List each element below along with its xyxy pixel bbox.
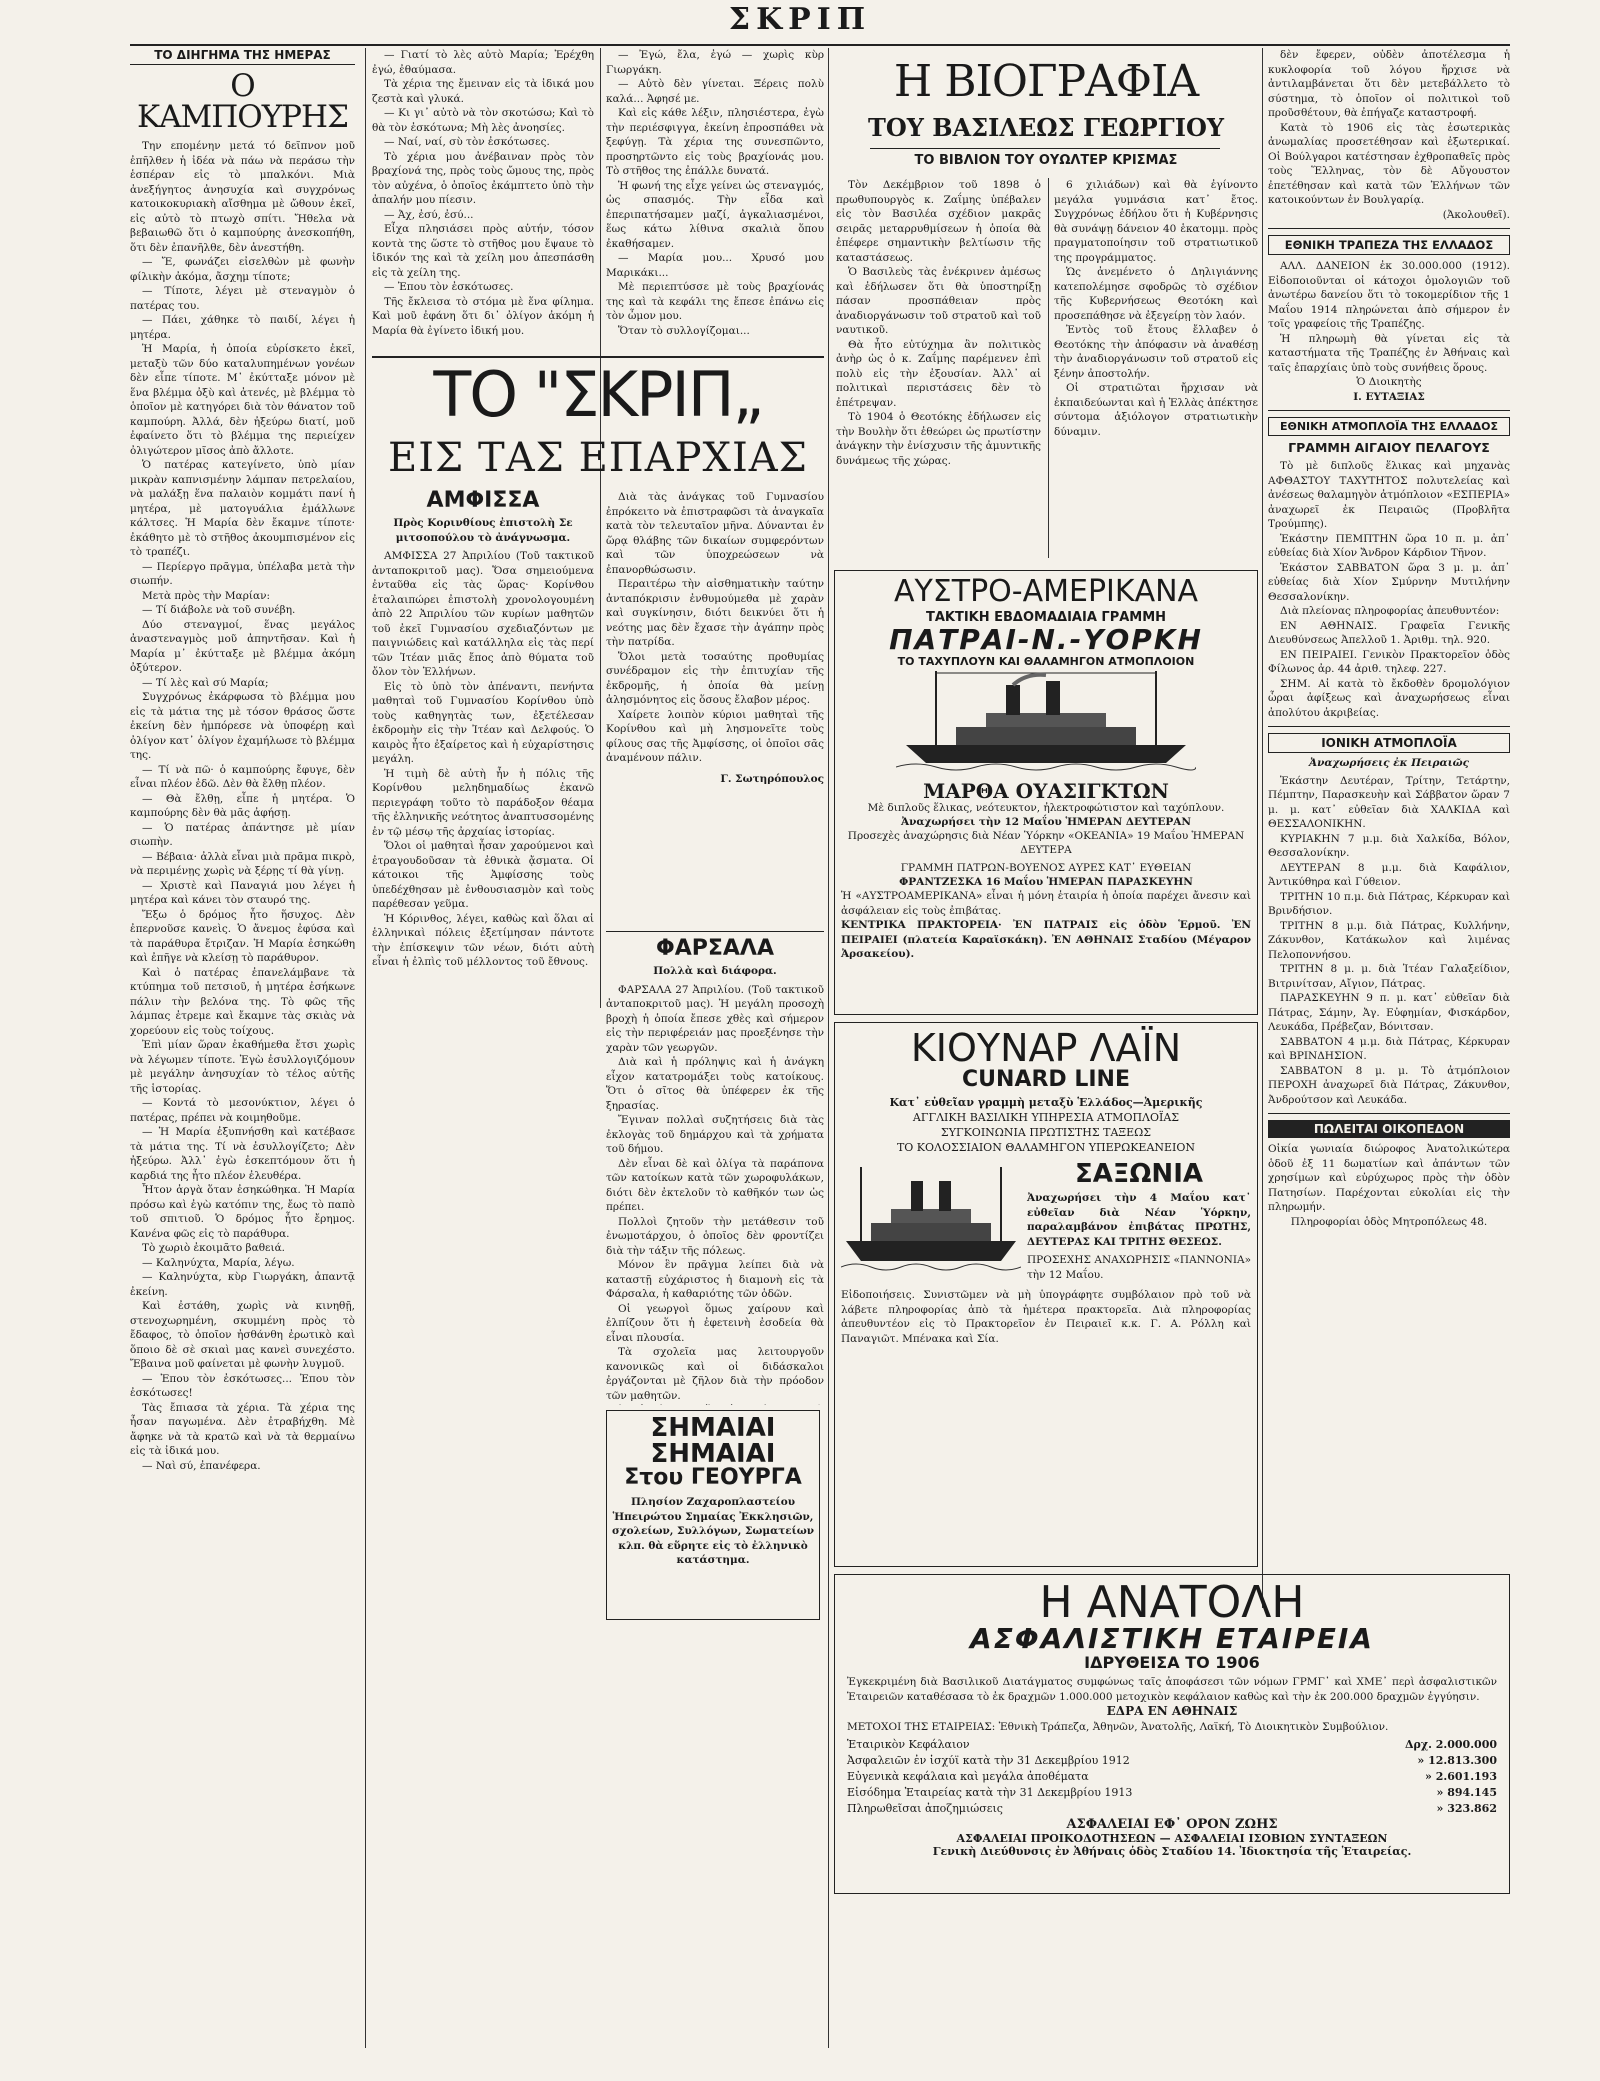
story-body	[130, 139, 355, 1473]
cunard-line-advertisement	[834, 1022, 1258, 1567]
section-label: ΤΟ ΔΙΗΓΗΜΑ ΤΗΣ ΗΜΕΡΑΣ	[130, 48, 355, 65]
table-row	[847, 1785, 1497, 1801]
paragraph: Ἐντὸς τοῦ ἔτους ἔλλαβεν ὁ Θεοτόκης τὴν ἀπόφασιν νὰ ἀναθέσῃ τὴν ἀναδιοργάνωσιν τοῦ στρατοῦ εἰς ξένην ἀποστολήν.	[1054, 324, 1258, 380]
table-row	[847, 1737, 1497, 1753]
austro-departure-3: ΦΡΑΝΤΖΕΣΚΑ 16 Μαΐου ἩΜΕΡΑΝ ΠΑΡΑΣΚΕΥΗΝ	[899, 876, 1193, 888]
paragraph: — Θὰ ἔλθῃ, εἶπε ἡ μητέρα. Ὁ καμπούρης δὲν θὰ μᾶς ἀφήσῃ.	[130, 792, 355, 819]
steam-subtitle: ΓΡΑΜΜΗ ΑΙΓΑΙΟΥ ΠΕΛΑΓΟΥΣ	[1288, 440, 1490, 455]
paragraph: Ἡ Μαρία, ἡ ὁποία εὑρίσκετο ἐκεῖ, μεταξὺ τῶν δύο καταλυπημένων γονέων δὲν εἶπε τίποτε. Μ᾽ ἐκύτταξε μόνον μὲ ἕνα βλέμμα ὀξὺ καὶ ἀτενές, μὲ βλέμμα τὸ ὁποῖον μὲ κατηγόρει διὰ τὸν θάνατον τοῦ καμπούρη. Ἀλλά, δὲν ἠξεύρω διατί, μοῦ ἐφαίνετο ὅτι τὸ βλέμμα της περιείχεν ὀλιγώτερον μῖσος ἀπὸ ἄλλοτε.	[130, 343, 355, 457]
paragraph: — Ἐγώ, ἔλα, ἐγώ — χωρὶς κὺρ Γιωργάκη.	[606, 49, 824, 76]
paragraph: ΕΝ ΠΕΙΡΑΙΕΙ. Γενικὸν Πρακτορεῖον ὁδὸς Φίλωνος ἀρ. 44 ἀριθ. τηλεφ. 227.	[1268, 648, 1510, 675]
row-value: » 894.145	[1436, 1785, 1497, 1799]
paragraph: — Ἐπου τὸν ἐσκότωσες... Ἐπου τὸν ἐσκότωσες!	[130, 1372, 355, 1399]
austro-departure-2: Προσεχὲς ἀναχώρησις διὰ Νέαν Ὑόρκην «ΟΚΕΑΝΙΑ» 19 Μαΐου ἩΜΕΡΑΝ ΔΕΥΤΕΡΑ	[847, 830, 1245, 856]
paragraph: Καὶ εἰς κάθε λέξιν, πλησιέστερα, ἐγὼ τὴν περιέσφιγγα, ἐκείνη ἐπροσπάθει νὰ ξεφύγῃ. Τὰ χέρια της συνεσπῶντο, προσηρτῶντο εἰς τοὺς βραχίονάς μου. Τὸ στῆθος της ἐπάλλε δυνατά.	[606, 107, 824, 177]
list-item: ΣΑΒΒΑΤΟΝ 8 μ. μ. Τὸ ἀτμόπλοιον ΠΕΡΟΧΗ ἀναχωρεῖ διὰ Πάτρας, Ζάκυνθον, Ἀνδρούτσον καὶ Λευκάδα.	[1268, 1064, 1510, 1106]
table-row	[847, 1801, 1497, 1817]
list-item: ΤΡΙΤΗΝ 10 π.μ. διὰ Πάτρας, Κέρκυραν καὶ Βρινδήσιον.	[1268, 890, 1510, 917]
story-ending	[606, 48, 824, 348]
austro-route: ΠΑΤΡΑΙ-Ν.-ΥΟΡΚΗ	[889, 623, 1203, 656]
paragraph: Ἐπὶ μίαν ὥραν ἐκαθήμεθα ἔτσι χωρὶς νὰ λέγωμεν τίποτε. Ἐγὼ ἐσυλλογιζόμουν μὲ μεγάλην ἀνησυχίαν τὸ τέλος αὐτῆς τῆς ἱστορίας.	[130, 1039, 355, 1095]
paragraph: Ἡ Κόρινθος, λέγει, καθὼς καὶ ὅλαι αἱ ἑλληνικαὶ πόλεις ἐξετίμησαν πάντοτε τὴν ἐπίσκεψιν τῶν νέων, διότι αὐτὴ εἶναι ἡ ἐλπὶς τοῦ μέλλοντος τοῦ ἔθνους.	[372, 912, 594, 968]
list-item: Ἑκάστην Δευτέραν, Τρίτην, Τετάρτην, Πέμπτην, Παρασκευὴν καὶ Σάββατον ὥραν 7 μ. μ. κατ᾽ εὐθεῖαν διὰ ΧΑΛΚΙΔΑ καὶ ΘΕΣΣΑΛΟΝΙΚΗΝ.	[1268, 774, 1510, 830]
list-item: ΚΥΡΙΑΚΗΝ 7 μ.μ. διὰ Χαλκίδα, Βόλον, Θεσσαλονίκην.	[1268, 832, 1510, 859]
anatoli-other: ΑΣΦΑΛΕΙΑΙ ΠΡΟΙΚΟΔΟΤΗΣΕΩΝ — ΑΣΦΑΛΕΙΑΙ ΙΣΟΒΙΩΝ ΣΥΝΤΑΞΕΩΝ	[956, 1831, 1388, 1845]
list-item: ΤΡΙΤΗΝ 8 μ. μ. διὰ Ἰτέαν Γαλαξείδιον, Βιτρινίτσαν, Αἴγιον, Πάτρας.	[1268, 963, 1510, 990]
austro-sub: ΤΟ ΤΑΧΥΠΛΟΥΝ ΚΑΙ ΘΑΛΑΜΗΓΟΝ ΑΤΜΟΠΛΟΙΟΝ	[897, 655, 1195, 668]
list-item: ΠΑΡΑΣΚΕΥΗΝ 9 π. μ. κατ᾽ εὐθεῖαν διὰ Πάτρας, Σάμην, Ἀγ. Εὐφημίαν, Φισκάρδον, Λευκάδα, Πρέβεζαν, Βόνιτσαν.	[1268, 992, 1510, 1033]
farsala-title: ΦΑΡΣΑΛΑ	[656, 936, 774, 961]
property-for-sale	[1268, 1120, 1510, 1229]
bank-signature-role: Ὁ Διοικητὴς	[1356, 376, 1422, 388]
austro-departure-1: Ἀναχωρήσει τὴν 12 Μαΐου ἩΜΕΡΑΝ ΔΕΥΤΕΡΑΝ	[900, 816, 1192, 828]
paragraph: Διὰ πλείονας πληροφορίας ἀπευθυντέον:	[1280, 605, 1500, 617]
austro-title: ΑΥΣΤΡΟ-ΑΜΕΡΙΚΑΝΑ	[893, 574, 1199, 609]
paragraph: Ὁ πατέρας κατεγίνετο, ὑπὸ μίαν μικρὰν καπνισμένην λάμπαν πετρελαίου, νὰ μαλάξῃ ἕνα παλαιὸν κομμάτι πανί ἡ μητέρα, μὲ ματογυάλια ἐμάλλωνε κάλτσες. Ἡ Μαρία δὲν ἔκαμνε τίποτε· ἐκάθητο μὲ τὸ στῆθος ἀκουμπισμένον εἰς τὸ τραπέζι.	[130, 459, 355, 558]
ocean-liner-illustration	[841, 1161, 1021, 1281]
paragraph: — Ναί, ναί, σὺ τὸν ἐσκότωσες.	[384, 136, 550, 148]
paragraph: Οἱ στρατιῶται ἤρχισαν νὰ ἐκπαιδεύωνται καὶ ἡ Ἑλλὰς ἀπέκτησε σύντομα ἀξιόλογον στρατιωτικὴν δύναμιν.	[1054, 382, 1258, 438]
paragraph: Την επομένην μετά τό δεῖπνον μοῦ ἐπῆλθεν ἡ ἰδέα νὰ πάω νὰ περάσω τὴν ἑσπέραν εἰς τὸ μπαλκόνι. Μιὰ ἀνεξήγητος ἀνησυχία καὶ συγχρόνως κατοικοκυριακὴ αἴσθημα μὲ ὤθουν ἐκεῖ, εἰς αὐτὸ τὸ πτωχὸ σπίτι. Ἤθελα νὰ βεβαιωθῶ ὅτι ὁ καμπούρης ἀνεσκοπήθη, ὅτι δὲν ἐπανῆλθε, δὲν ἀνεστήθη.	[130, 140, 355, 254]
paragraph: Θὰ ἦτο εὐτύχημα ἂν πολιτικὸς ἀνὴρ ὡς ὁ κ. Ζαΐμης παρέμενεν ἐπὶ πολὺ εἰς τὴν ἐξουσίαν. Ἀλλ᾽ αἱ πολιτικαὶ περιστάσεις δὲν τὸ ἐπέτρεψαν.	[836, 338, 1041, 409]
paragraph: Πολλοὶ ζητοῦν τὴν μετάθεσιν τοῦ ἐνωμοτάρχου, ὁ ὁποῖος δὲν φροντίζει διὰ τὴν τάξιν τῆς πόλεως.	[606, 1215, 824, 1257]
column-rule	[1262, 48, 1263, 1608]
anatoli-figures-table	[847, 1737, 1497, 1817]
paragraph: — Ἀχ, ἐσύ, ἐσύ...	[384, 208, 474, 221]
column-rule	[365, 48, 366, 2048]
paragraph: — Ἔ, φωνάζει εἰσελθὼν μὲ φωνὴν φίλικὴν ἀκόμα, ἄσχημ τίποτε;	[130, 256, 355, 283]
ionian-steamship-notice	[1268, 733, 1510, 1107]
austro-agencies: ΚΕΝΤΡΙΚΑ ΠΡΑΚΤΟΡΕΙΑ· ἘΝ ΠΑΤΡΑΙΣ εἰς ὁδὸν Ἑρμοῦ. ἘΝ ΠΕΙΡΑΙΕΙ (πλατεία Καραϊσκάκη). ἘΝ ΑΘΗΝΑΙΣ Σταδίου (Μέγαρον Ἀρσακείου).	[841, 919, 1251, 960]
farsala-report	[606, 925, 824, 1405]
paragraph: Ἡ πληρωμὴ θὰ γίνεται εἰς τὰ καταστήματα τῆς Τραπέζης ἐν Ἀθήναις καὶ ταῖς ἐπαρχίαις ὑπὸ τοὺς συνήθεις ὅρους.	[1268, 332, 1510, 374]
anatoli-approval: Ἐγκεκριμένη διὰ Βασιλικοῦ Διατάγματος συμφώνως ταῖς ἀποφάσεσι τῶν νόμων ΓΡΜΓ᾽ καὶ ΧΜΕ᾽ περὶ ἀσφαλιστικῶν Ἑταιρειῶν καταθέσασα τὸ ἐκ δραχμῶν 1.000.000 μετοχικὸν κεφάλαιον καθὼς καὶ τὴν ἐκ 200.000 δραχμῶν ἐγγύησιν.	[847, 1676, 1497, 1703]
cunard-departure: Ἀναχωρήσει τὴν 4 Μαΐου κατ᾽ εὐθεῖαν διὰ Νέαν Ὑόρκην, παραλαμβάνον ἐπιβάτας ΠΡΩΤΗΣ, ΔΕΥΤΕΡΑΣ ΚΑΙ ΤΡΙΤΗΣ ΘΕΣΕΩΣ.	[1027, 1192, 1251, 1248]
forsale-body: Οἰκία γωνιαία διώροφος Ἀνατολικώτερα ὁδοῦ ἐξ 11 δωματίων καὶ ἀπάντων τῶν χρησίμων καὶ εὐρύχωρος πρὸς τὴν ὁδὸν Πατησίων. Παρέχονται εὐκολίαι εἰς τὴν πληρωμήν.	[1268, 1143, 1510, 1213]
paragraph: — Ναὶ σύ, ἐπανέφερα.	[142, 1459, 261, 1472]
paragraph: — Τί νὰ πῶ· ὁ καμπούρης ἔφυγε, δὲν εἶναι πλέον ἐδῶ. Δὲν θὰ ἔλθῃ πλέον.	[130, 763, 355, 790]
paragraph: Ἡ τιμὴ δὲ αὐτὴ ἦν ἡ πόλις τῆς Κορίνθου μεληδημαδίως ἐκανῶ περιεγράφη τοῦτο τὸ παράδοξον θέαμα τῆς ἐλληνικῆς νεότητος ἀναπτυσσομένης ἐν τῷ μέσῳ τῆς ἀρχαίας ἱστορίας.	[372, 767, 594, 838]
paragraph: — Αὐτὸ δὲν γίνεται. Ξέρεις πολὺ καλά... Ἀφησέ με.	[606, 78, 824, 105]
paragraph: Συγχρόνως ἐκάρφωσα τὸ βλέμμα μου εἰς τὰ μάτια της μὲ τόσον θράσος ὥστε ἐκείνη δὲν ἠμπόρεσε νὰ ὑποφέρῃ καὶ ὀλίγον κατ᾽ ὀλίγον ἐχαμήλωσε τὸ βλέμμα της.	[130, 691, 355, 761]
amfissa-report-continued	[606, 490, 824, 920]
right-column	[1268, 48, 1510, 1568]
paragraph: Μετὰ πρὸς τὴν Μαρίαν:	[142, 589, 271, 602]
paragraph: — Κι γι᾽ αὐτὸ νὰ τὸν σκοτώσω; Καὶ τὸ θὰ τὸν ἐσκότωνα; Μὴ λὲς ἀνοησίες.	[372, 107, 594, 134]
national-bank-notice	[1268, 235, 1510, 404]
paragraph: ΑΜΦΙΣΣΑ 27 Ἀπριλίου (Τοῦ τακτικοῦ ἀνταποκριτοῦ μας). Ὅσα σημειούμενα ἐνταῦθα εἰς τὰς ὥρας· Κορίνθου ἐταλαιπώρει ἐπιστολὴ χρονολογουμένη ἀπὸ 22 Ἀπριλίου τῶν κυρίων μαθητῶν τοῦ ἐκεῖ Γυμνασίου σχεδιαζόντων με παιγνιώδεις καὶ κατάλληλα εἰς τὰς περί τῶν Ἰτέαν μιᾶς ἔπος ἀπὸ θύματα τοῦ ὄλον τὸν Ἑλλήνων.	[372, 550, 594, 678]
austro-line-2: ΓΡΑΜΜΗ ΠΑΤΡΩΝ-ΒΟΥΕΝΟΣ ΑΥΡΕΣ ΚΑΤ᾽ ΕΥΘΕΙΑΝ	[900, 862, 1192, 874]
column-rule	[1048, 178, 1049, 558]
paragraph: — Καληνύχτα, κὺρ Γιωργάκη, ἀπαντᾷ ἐκείνη.	[130, 1271, 355, 1298]
biography-text-left	[836, 178, 1041, 558]
paragraph: ΦΑΡΣΑΛΑ 27 Ἀπριλίου. (Τοῦ τακτικοῦ ἀνταποκριτοῦ μας). Ἡ μεγάλη προσοχὴ βροχὴ ἡ ὁποία ἔπεσε χθὲς καὶ σήμερον εἰς τὴν περιφέρειάν μας προεξένησε τὴν χαρὰν τῶν γεωργῶν.	[606, 983, 824, 1054]
skrip-banner-subtitle: ΕΙΣ ΤΑΣ ΕΠΑΡΧΙΑΣ	[388, 435, 808, 481]
anatoli-title: Η ΑΝΑΤΟΛΗ	[1039, 1577, 1305, 1628]
steam-title: ΕΘΝΙΚΗ ΑΤΜΟΠΛΟΪΑ ΤΗΣ ΕΛΛΑΔΟΣ	[1268, 417, 1510, 436]
paragraph: Τὸ 1904 ὁ Θεοτόκης ἐδήλωσεν εἰς τὴν Βουλὴν ὅτι ἐθεώρει ὡς πρωτίστην ἀνάγκην τὴν ἐνίσχυσιν τῆς ἀμυντικῆς δυνάμεως τῆς χώρας.	[836, 411, 1041, 467]
row-label: Πληρωθεῖσαι ἀποζημιώσεις	[847, 1801, 1003, 1815]
cunard-line-3: ΣΥΓΚΟΙΝΩΝΙΑ ΠΡΩΤΙΣΤΗΣ ΤΑΞΕΩΣ	[940, 1126, 1152, 1139]
austro-desc: Μὲ διπλοῦς ἕλικας, νεότευκτον, ἠλεκτροφώτιστον καὶ ταχύπλουν.	[867, 802, 1225, 814]
paragraph: Τῆς ἔκλεισα τὸ στόμα μὲ ἕνα φίλημα. Καὶ μοῦ ἐφάνη ὅτι δι᾽ ὀλίγον ἀκόμη ἡ Μαρία θὰ ἐγίνετο ἰδική μου.	[372, 295, 594, 337]
paragraph: Τὰ σχολεῖα μας λειτουργοῦν κανονικῶς καὶ οἱ διδάσκαλοι ἐργάζονται μὲ ζῆλον διὰ τὴν πρόοδον τῶν μαθητῶν.	[606, 1346, 824, 1402]
austro-americana-advertisement	[834, 570, 1258, 1015]
paragraph: — Γιατί τὸ λὲς αὐτὸ Μαρία; Ἐρέχθη ἐγώ, ἐθαύμασα.	[372, 49, 594, 76]
paragraph: Δύο στεναγμοί, ἕνας μεγάλος ἀναστεναγμὸς μοῦ ἀπηντῆσαν. Καὶ ἡ Μαρία μ᾽ ἐκύτταξε μὲ βλέμμα ἀκόμη ὀξύτερον.	[130, 618, 355, 674]
paragraph: — Ὁ πατέρας ἀπάντησε μὲ μίαν σιωπὴν.	[130, 821, 355, 848]
paragraph: Οἱ γεωργοὶ ὅμως χαίρουν καὶ ἐλπίζουν ὅτι ἡ ἐφετεινὴ ἐσοδεία θὰ εἶναι πλουσία.	[606, 1302, 824, 1344]
story-column	[130, 48, 355, 2058]
paragraph: 6 χιλιάδων) καὶ θὰ ἐγίνοντο μεγάλα γυμνάσια κατ᾽ ἔτος. Συγχρόνως ἐδήλου ὅτι ἡ Κυβέρνησις θὰ συνάψῃ δάνειον 40 ἑκατομμ. πρὸς πραγματοποίησιν τοῦ στρατιωτικοῦ της προγράμματος.	[1054, 179, 1258, 264]
paragraph: Τὸ μὲ διπλοῦς ἕλικας καὶ μηχανὰς ΑΦΘΑΣΤΟΥ ΤΑΧΥΤΗΤΟΣ πολυτελείας καὶ ἀνέσεως θαλαμηγὸν ἀτμόπλοιον «ΕΣΠΕΡΙΑ» ἀναχωρεῖ ἐκ Πειραιῶς (Προβλῆτα Τρούμπης).	[1268, 460, 1510, 530]
ionian-subtitle: Ἀναχωρήσεις ἐκ Πειραιῶς	[1308, 757, 1470, 769]
paragraph: Καὶ ἐστάθη, χωρὶς νὰ κινηθῇ, στενοχωρημένη, σκυμμένη πρὸς τὸ ἔδαφος, τὸ ὁποῖον ἠσθάνθη ἐρωτικὸ καὶ ὅποιο δὲ σὲ σκιαὶ μας κανεὶ συνεχέστο. Ἔβαινα μοῦ φαίνεται μὲ φωνὴν λυγμοῦ.	[130, 1300, 355, 1370]
paragraph: Τὰ χέρια της ἔμειναν εἰς τὰ ἰδικά μου ζεστὰ καὶ γλυκά.	[372, 78, 594, 105]
paragraph: Ἡ φωνή της εἶχε γείνει ὡς στεναγμός, ὡς σπασμός. Τὴν εἶδα καὶ ἐπεριπατήσαμεν μαζί, ἀγκαλιασμένοι, ἕως κάτω λίθινα σκαλιὰ ὅπου ἐκαθήσαμεν.	[606, 179, 824, 250]
row-value: » 2.601.193	[1425, 1769, 1497, 1783]
paragraph: Ἑκάστην ΠΕΜΠΤΗΝ ὥρα 10 π. μ. ἀπ᾽ εὐθείας διὰ Χίον Ἄνδρον Κάρδιον Τῆνον.	[1268, 532, 1510, 559]
column-rule	[828, 48, 829, 2048]
austro-ship-name: ΜΑΡΘΑ ΟΥΑΣΙΓΚΤΩΝ	[923, 779, 1169, 803]
paragraph: Ὡς ἀνεμένετο ὁ Δηλιγιάννης κατεπολέμησε σφοδρῶς τὸ σχέδιον τῆς Κυβερνήσεως Θεοτόκη καὶ προσεπάθησε νὰ ἐξεγείρῃ τὸν λαόν.	[1054, 266, 1258, 322]
paragraph: — Ἐπου τὸν ἐσκότωσες.	[384, 281, 514, 293]
paragraph: — Τί διάβολε νὰ τοῦ συνέβη.	[142, 604, 296, 616]
paragraph: — Πάει, χάθηκε τὸ παιδί, λέγει ἡ μητέρα.	[130, 314, 355, 341]
paragraph: Διὰ τὰς ἀνάγκας τοῦ Γυμνασίου ἐπρόκειτο νὰ ἐπιστραφῶσι τὰ ἀναγκαῖα κατὰ τὸν τελευταῖον μῆνα. Δύνανται ἐν ὥρᾳ θλάβης τῶν δικαίων συμφερόντων καὶ τῶν ὑποχρεώσεων νὰ ἐπανορθώσωσιν.	[606, 491, 824, 576]
bank-signature: Ι. ΕΥΤΑΞΙΑΣ	[1353, 390, 1425, 403]
farsala-subhead: Πολλὰ καὶ διάφορα.	[653, 965, 777, 977]
anatoli-seat: ΕΔΡΑ ΕΝ ΑΘΗΝΑΙΣ	[1106, 1704, 1238, 1718]
flags-ad-line3: Στου ΓΕΟΥΡΓΑ	[624, 1465, 802, 1490]
paragraph: Δὲν εἶναι δὲ καὶ ὀλίγα τὰ παράπονα τῶν κατοίκων κατὰ τῶν χωροφυλάκων, διότι δὲν ἐκτελοῦν τὸ καθῆκόν των ὡς πρέπει.	[606, 1157, 824, 1213]
paragraph: Ἦτον ἀργὰ ὅταν ἐσηκώθηκα. Ἡ Μαρία πρόσω καὶ ἐγὼ κατόπιν της, ἔως τὸ παπὸ τοῦ σπιτιοῦ. Ὁ δρόμος ἦτο ἔρημος. Κανένα φῶς εἰς τὸ παράθυρα.	[130, 1184, 355, 1240]
top-rule	[130, 44, 1510, 46]
cunard-line-2: ΑΓΓΛΙΚΗ ΒΑΣΙΛΙΚΗ ΥΠΗΡΕΣΙΑ ΑΤΜΟΠΛΟΪΑΣ	[912, 1111, 1180, 1124]
paragraph: — Χριστὲ καὶ Παναγιά μου λέγει ἡ μητέρα καὶ κάνει τὸν σταυρό της.	[130, 879, 355, 906]
row-value: Δρχ. 2.000.000	[1405, 1737, 1497, 1751]
paragraph	[606, 1403, 824, 1405]
row-label: Ἑταιρικὸν Κεφάλαιον	[847, 1737, 970, 1751]
forsale-title: ΠΩΛΕΙΤΑΙ ΟΙΚΟΠΕΔΟΝ	[1268, 1120, 1510, 1138]
paragraph: — Καληνύχτα, Μαρία, λέγω.	[142, 1256, 295, 1269]
forsale-contact: Πληροφορίαι ὁδὸς Μητροπόλεως 48.	[1290, 1215, 1488, 1228]
anatoli-insurance-advertisement	[834, 1574, 1510, 1894]
paragraph: ΕΝ ΑΘΗΝΑΙΣ. Γραφεῖα Γενικῆς Διευθύνσεως Ἀπελλοῦ 1. Ἀριθμ. τηλ. 920.	[1268, 619, 1510, 646]
paragraph: Ὅταν τὸ συλλογίζομαι...	[618, 324, 750, 337]
paragraph: — Τί λὲς καὶ σύ Μαρία;	[142, 676, 269, 689]
paragraph: δὲν ἔφερεν, οὐδὲν ἀποτέλεσμα ἡ κυκλοφορία τοῦ λόγου ἤρχισε νὰ ἀντιλαμβάνεται ὅτι δὲν μετεβάλλετο τὸ σύστημα, τὸ ὁποῖον οἱ πολιτικοὶ τοῦ προῦσθέτουν, θὰ ἐπήγαζε καταστροφή.	[1268, 49, 1510, 119]
anatoli-subtitle: ΑΣΦΑΛΙΣΤΙΚΗ ΕΤΑΙΡΕΙΑ	[970, 1622, 1374, 1655]
paragraph: Τὸ χωριὸ ἐκοιμᾶτο βαθειά.	[142, 1242, 286, 1254]
list-item: ΤΡΙΤΗΝ 8 μ.μ. διὰ Πάτρας, Κυλλήνην, Ζάκυνθον, Κατάκωλον καὶ λιμένας Πελοποννήσου.	[1268, 919, 1510, 961]
ionian-title: ΙΟΝΙΚΗ ΑΤΜΟΠΛΟΪΑ	[1268, 733, 1510, 753]
paragraph: Διὰ καὶ ἡ πρόληψις καὶ ἡ ἀνάγκη εἶχον κατατρομάξει τοὺς κατοίκους. Ὅτι ὁ σῖτος θὰ ὑπέφερεν ἐκ τῆς ξηρασίας.	[606, 1056, 824, 1112]
paragraph: (Ἀκολουθεῖ).	[1442, 208, 1510, 221]
cunard-line-1: Κατ᾽ εὐθεῖαν γραμμὴ μεταξὺ Ἑλλάδος—Ἀμερικῆς	[889, 1096, 1203, 1109]
paragraph: Τὸν Δεκέμβριον τοῦ 1898 ὁ πρωθυπουργὸς κ. Ζαΐμης ὑπέβαλεν εἰς τὸν Βασιλέα σχέδιον μακρᾶς σειρᾶς μεταρρυθμίσεων ἡ ὁποία θὰ ἐπέφερε σημαντικὴν βελτίωσιν τῆς καταστάσεως.	[836, 179, 1041, 264]
skrip-banner-title: ΤΟ "ΣΚΡΙΠ„	[433, 358, 763, 431]
biography-title: Η ΒΙΟΓΡΑΦΙΑ	[893, 56, 1199, 107]
masthead: ΣΚΡΙΠ	[728, 2, 872, 37]
cunard-title: ΚΙΟΥΝΑΡ ΛΑΪΝ	[910, 1026, 1182, 1070]
paragraph: — Μαρία μου... Χρυσό μου Μαρικάκι...	[606, 252, 824, 279]
paragraph: Ἑκάστον ΣΑΒΒΑΤΟΝ ὥρα 3 μ. μ. ἀπ᾽ εὐθείας διὰ Χίον Σμύρνην Μυτιλήνην Θεσσαλονίκην.	[1268, 561, 1510, 603]
cunard-line-4: ΤΟ ΚΟΛΟΣΣΙΑΙΟΝ ΘΑΛΑΜΗΓΟΝ ΥΠΕΡΩΚΕΑΝΕΙΟΝ	[896, 1141, 1196, 1154]
paragraph: Τὸ χέρια μου ἀνέβαιναν πρὸς τὸν βραχίονά της, πρὸς τοὺς ὤμους της, πρὸς τὸν αὐχένα, ὁ ὁποῖος ἐκάμπτετο ὑπὸ τὴν ἀπαλήν μου πίεσιν.	[372, 150, 594, 206]
amfissa-report	[372, 490, 594, 2010]
anatoli-address: Γενικὴ Διεύθυνσις ἐν Ἀθήναις ὁδὸς Σταδίου 14. Ἰδιοκτησία τῆς Ἑταιρείας.	[932, 1844, 1412, 1858]
list-item: ΣΑΒΒΑΤΟΝ 4 μ.μ. διὰ Πάτρας, Κέρκυραν καὶ ΒΡΙΝΔΗΣΙΟΝ.	[1268, 1035, 1510, 1062]
row-label: Εὐγενικὰ κεφάλαια καὶ μεγάλα ἀποθέματα	[847, 1769, 1089, 1783]
paragraph: Εἰς τὸ ὑπὸ τὸν ἀπέναντι, πενήντα μαθηταὶ τοῦ Γυμνασίου Κορίνθου ὑπὸ τοὺς καθηγητὰς των, ἐξετέλεσαν ἐκδρομὴν εἰς τὴν Ἰτέαν καὶ Δελφούς. Ὁ καιρὸς ἦτο ἐξαίρετος καὶ ἡ εὐχαρίστησις μεγάλη.	[372, 680, 594, 765]
austro-note: Ἡ «ΑΥΣΤΡΟΑΜΕΡΙΚΑΝΑ» εἶναι ἡ μόνη ἑταιρία ἡ ὁποία παρέχει ἄνεσιν καὶ ἀσφάλειαν εἰς τοὺς ἐπιβάτας.	[841, 890, 1251, 917]
anatoli-life: ΑΣΦΑΛΕΙΑΙ ΕΦ᾽ ΟΡΟΝ ΖΩΗΣ	[1066, 1816, 1278, 1832]
biography-subtitle: ΤΟΥ ΒΑΣΙΛΕΩΣ ΓΕΩΡΓΙΟΥ	[867, 113, 1224, 142]
flags-advertisement	[606, 1410, 820, 1620]
paragraph: Καὶ ὁ πατέρας ἐπανελάμβανε τὰ κτύπημα τοῦ πετσιοῦ, ἡ μητέρα ἐσήκωνε πάλιν τὴν βελόνα της. Τὸ φῶς τῆς λάμπας ἐτρεμε καὶ ἔκαμνε τὰς σκιὰς νὰ χορεύουν εἰς τοὺς τοίχους.	[130, 966, 355, 1037]
paragraph: ΣΗΜ. Αἱ κατὰ τὸ ἔκδοθὲν δρομολόγιον ὧραι ἀφίξεως καὶ ἀναχωρήσεως εἶναι ἀπολύτου ἀκριβείας.	[1268, 677, 1510, 719]
cunard-info: Εἰδοποιήσεις. Συνιστῶμεν νὰ μὴ ὑπογράφητε συμβόλαιον πρὸ τοῦ νὰ λάβετε πληροφορίας ἀπὸ τὰ ἡμέτερα πρακτορεῖα. Διὰ πληροφορίας ἀπευθυντέον εἰς τὸ Πρακτορεῖον ἐν Πειραιεῖ κ.κ. Γ. Α. Ρόλλη καὶ Παναγιῶτ. Μπένακα καὶ Σία.	[841, 1289, 1251, 1345]
bank-title: ΕΘΝΙΚΗ ΤΡΑΠΕΖΑ ΤΗΣ ΕΛΛΑΔΟΣ	[1268, 235, 1510, 255]
paragraph: — Βέβαια· ἀλλὰ εἶναι μιὰ πρᾶμα πικρὸ, νὰ περιμένῃς χωρὶς νὰ ξέρῃς τί θὰ γίνῃ.	[130, 850, 355, 877]
biography-book: ΤΟ ΒΙΒΛΙΟΝ ΤΟΥ ΟΥΩΛΤΕΡ ΚΡΙΣΜΑΣ	[914, 153, 1178, 168]
paragraph: Τὰς ἔπιασα τὰ χέρια. Τὰ χέρια της ἦσαν παγωμένα. Δὲν ἐτραβήχθη. Μὲ ἄφηκε νὰ τὰ κρατῶ καὶ νὰ τὰ θερμαίνω εἰς τὰ ἰδικά μου.	[130, 1401, 355, 1457]
paragraph: Ὅλοι οἱ μαθηταὶ ἦσαν χαρούμενοι καὶ ἐτραγουδοῦσαν τὰ ἐθνικὰ ᾄσματα. Οἱ κάτοικοι τῆς Ἀμφίσσης τοὺς ὑπεδέχθησαν μὲ ἐνθουσιασμὸν καὶ τοὺς παρέθεσαν γεῦμα.	[372, 840, 594, 910]
paragraph: — Ἡ Μαρία ἐξυπνήσθη καὶ κατέβασε τὰ μάτια της. Τί νὰ ἐσυλλογίζετο; Δὲν ἠξεύρω. Ἀλλ᾽ ἐγὼ ἐσκεπτόμουν ὅτι ἡ καρδιά της ἦτο πλέον ἐλευθέρα.	[130, 1126, 355, 1182]
amfissa-subhead: Πρὸς Κορινθίους ἐπιστολὴ Σε μιτσοπούλου τὸ ἀνάγνωσμα.	[393, 517, 573, 544]
biography-rule	[870, 148, 1220, 149]
paragraph: — Κοντά τὸ μεσονύκτιον, λέγει ὁ πατέρας, πρέπει νὰ κοιμηθοῦμε.	[130, 1097, 355, 1124]
paragraph: Μόνον ἓν πρᾶγμα λείπει διὰ νὰ καταστῇ εὐχάριστος ἡ διαμονὴ εἰς τὰ Φάρσαλα, ἡ καθαριότης τῶν ὁδῶν.	[606, 1259, 824, 1300]
flags-ad-body: Πλησίον Ζαχαροπλαστείου Ἡπειρώτου Σημαίας Ἐκκλησιῶν, σχολείων, Συλλόγων, Σωματείων κλπ. θὰ εὕρητε εἰς τὸ ἐλληνικὸ κατάστημα.	[611, 1496, 815, 1566]
anatoli-founded: ΙΔΡΥΘΕΙΣΑ ΤΟ 1906	[1084, 1653, 1260, 1672]
row-value: » 12.813.300	[1417, 1753, 1497, 1767]
table-row	[847, 1753, 1497, 1769]
cunard-english: CUNARD LINE	[962, 1067, 1130, 1092]
steamship-illustration	[896, 667, 1196, 777]
story-continuation	[372, 48, 594, 348]
paragraph: Περαιτέρω τὴν αἰσθηματικὴν ταύτην ἀνταπόκρισιν ἐνθυμούμεθα μὲ χαρὰν καὶ συγκίνησιν, διότι δεικνύει ὅτι ἡ νεότης μας δὲν ἔχασε τὴν ἀγάπην πρὸς τὴν πατρίδα.	[606, 578, 824, 648]
paragraph: — Τίποτε, λέγει μὲ στεναγμὸν ὁ πατέρας του.	[130, 285, 355, 312]
row-label: Εἰσόδημα Ἑταιρείας κατὰ τὴν 31 Δεκεμβρίου 1913	[847, 1785, 1133, 1799]
anatoli-shareholders: ΜΕΤΟΧΟΙ ΤΗΣ ΕΤΑΙΡΕΙΑΣ: Ἐθνικὴ Τράπεζα, Ἀθηνῶν, Ἀνατολῆς, Λαϊκή, Τὸ Διοικητικὸν Συμβούλιον.	[847, 1721, 1389, 1733]
paragraph: — Περίεργο πρᾶγμα, ὑπέλαβα μετὰ τὴν σιωπήν.	[130, 560, 355, 587]
paragraph: Ὁ Βασιλεὺς τὰς ἐνέκρινεν ἀμέσως καὶ ἐδήλωσεν ὅτι θὰ ὑποστηρίξῃ πάσαν προσπάθειαν πρὸς ἀναδιοργάνωσιν τοῦ στρατοῦ καὶ τοῦ ναυτικοῦ.	[836, 266, 1041, 336]
flags-ad-line2: ΣΗΜΑΙΑΙ	[650, 1439, 776, 1469]
paragraph: Κατὰ τὸ 1906 εἰς τὰς ἐσωτερικὰς ἀνωμαλίας προσετέθησαν καὶ ἐξωτερικαί. Οἱ Βούλγαροι κατέστησαν ἐχθροπαθεῖς πρὸς τοὺς Ἕλληνας, τὸν δὲ Αὔγουστον ἐπετέθησαν καὶ κατὰ τῶν Ἑλλήνων τῶν κατοικούντων ἐν Βουλγαρίᾳ.	[1268, 121, 1510, 206]
paragraph: Ἔγιναν πολλαὶ συζητήσεις διὰ τὰς ἐκλογὰς τοῦ δημάρχου καὶ τὰ χρήματα τοῦ δήμου.	[606, 1114, 824, 1155]
national-steamship-notice	[1268, 417, 1510, 720]
paragraph: Ἔξω ὁ δρόμος ἦτο ἥσυχος. Δὲν ἐπερνοῦσε κανεὶς. Ὁ ἄνεμος ἐφύσα καὶ τὰ παράθυρα ἔτριζαν. Ἡ Μαρία ἐσηκώθη καὶ ἐπῆγε νὰ κλείσῃ τὸ παράθυρον.	[130, 908, 355, 964]
paragraph: Ὅλοι μετὰ τοσαύτης προθυμίας συνέδραμον εἰς τὴν ἐπιτυχίαν τῆς ἐκδρομῆς, ἡ ὁποία θὰ μείνῃ ἀλησμόνητος εἰς ὅσους ἔλαβον μέρος.	[606, 650, 824, 706]
story-title: Ο ΚΑΜΠΟΥΡΗΣ	[136, 68, 348, 135]
flags-ad-line1: ΣΗΜΑΙΑΙ	[650, 1413, 776, 1443]
row-value: » 323.862	[1436, 1801, 1497, 1815]
cunard-next: ΠΡΟΣΕΧΗΣ ΑΝΑΧΩΡΗΣΙΣ «ΠΑΝΝΟΝΙΑ» τὴν 12 Μαΐου.	[1027, 1254, 1251, 1281]
paragraph: Χαίρετε λοιπὸν κύριοι μαθηταὶ τῆς Κορίνθου καὶ μὴ λησμονεῖτε τοὺς φίλους σας τῆς Ἀμφίσσης, οἱ ὁποῖοι σᾶς ἀναμένουν πάλιν.	[606, 708, 824, 764]
table-row	[847, 1769, 1497, 1785]
austro-line: ΤΑΚΤΙΚΗ ΕΒΔΟΜΑΔΙΑΙΑ ΓΡΑΜΜΗ	[925, 610, 1167, 625]
column-rule	[600, 48, 601, 1008]
amfissa-title: ΑΜΦΙΣΣΑ	[426, 490, 540, 513]
paragraph: ΑΛΛ. ΔΑΝΕΙΟΝ ἐκ 30.000.000 (1912). Εἰδοποιοῦνται οἱ κάτοχοι ὁμολογιῶν τοῦ ἀνωτέρω δανείου ὅτι τὸ τοκομερίδιον τῆς 1 Μαΐου 1914 πληρώνεται ἀπὸ σήμερον ἐν τοῖς γραφείοις τῆς Τραπέζης.	[1268, 260, 1510, 330]
row-label: Ἀσφαλειῶν ἐν ἰσχύϊ κατὰ τὴν 31 Δεκεμβρίου 1912	[847, 1753, 1130, 1767]
biography-text-right	[1054, 178, 1258, 558]
cunard-ship-name: ΣΑΞΩΝΙΑ	[1075, 1159, 1203, 1189]
list-item: ΔΕΥΤΕΡΑΝ 8 μ.μ. διὰ Καφάλιον, Ἀντικύθηρα καὶ Γύθειον.	[1268, 861, 1510, 888]
paragraph: Εἶχα πλησιάσει πρὸς αὐτήν, τόσον κοντὰ της ὥστε τὸ στῆθος μου ἔψαυε τὸ ἰδικόν της καὶ τὰ χείλη μου ἀπεσπάσθη εἰς τὰ χείλη της.	[372, 223, 594, 279]
amfissa-signature: Γ. Σωτηρόπουλος	[720, 772, 824, 785]
paragraph: Μὲ περιεπτύσσε μὲ τοὺς βραχίονάς της καὶ τὰ κεφάλι της ἔπεσε ἐπάνω εἰς τὸν ὦμον μου.	[606, 281, 824, 322]
